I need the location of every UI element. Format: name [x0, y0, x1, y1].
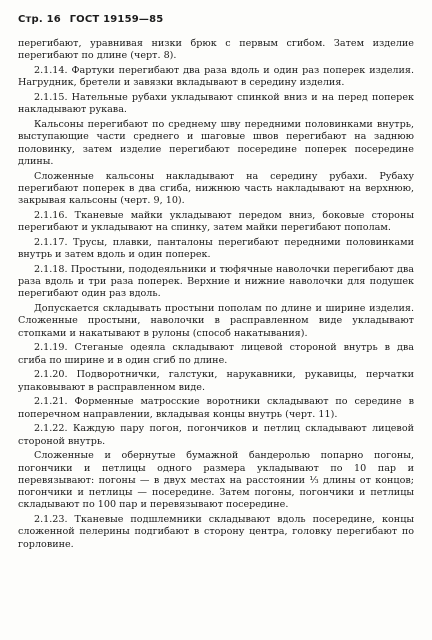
- paragraph: Сложенные кальсоны накладывают на середину рубахи. Рубаху перегибают поперек в два сгиба, нижнюю часть накладывают на верхнюю, закрывая кальсоны (черт. 9, 10).: [18, 170, 414, 207]
- paragraph: 2.1.20. Подворотнички, галстуки, нарукавники, рукавицы, перчатки упаковывают в расправленном виде.: [18, 369, 414, 393]
- paragraph: 2.1.22. Каждую пару погон, погончиков и петлиц складывают лицевой стороной внутрь.: [18, 423, 414, 447]
- paragraph: 2.1.14. Фартуки перегибают два раза вдоль и один раз поперек изделия. Нагрудник, бретели и завязки вкладывают в середину изделия.: [18, 64, 414, 89]
- paragraph: Допускается складывать простыни пополам по длине и ширине изделия. Сложенные простыни, наволочки в расправленном виде укладывают стопками и накатывают в рулоны (способ накатывания).: [18, 303, 414, 339]
- paragraph: 2.1.16. Тканевые майки укладывают передом вниз, боковые стороны перегибают и укладывают на спинку, затем майки перегибают пополам.: [18, 209, 414, 234]
- page-number-label: Стр. 16: [18, 14, 61, 25]
- paragraph: 2.1.17. Трусы, плавки, панталоны перегибают передними половинками внутрь и затем вдоль и один поперек.: [18, 236, 414, 261]
- paragraph: 2.1.15. Нательные рубахи укладывают спинкой вниз и на перед поперек накладывают рукава.: [18, 91, 414, 116]
- paragraph: Кальсоны перегибают по среднему шву передними половинками внутрь, выступающие части среднего и шаговые швов перегибают на заднюю половинку, затем изделие перегибают посередине поперек посередине длины.: [18, 118, 414, 167]
- paragraph: 2.1.21. Форменные матросские воротники складывают по середине в поперечном направлении, вкладывая концы внутрь (черт. 11).: [18, 396, 414, 420]
- paragraph: 2.1.23. Тканевые подшлемники складывают вдоль посередине, концы сложенной пелерины подгибают в сторону центра, головку перегибают по горловине.: [18, 514, 414, 550]
- page-header: [18, 14, 168, 25]
- paragraph: 2.1.18. Простыни, пододеяльники и тюфячные наволочки перегибают два раза вдоль и три раза поперек. Верхние и нижние наволочки для подушек перегибают один раз вдоль.: [18, 263, 414, 300]
- paragraph: Сложенные и обернутые бумажной бандеролью попарно погоны, погончики и петлицы одного размера укладывают по 10 пар и перевязывают: погоны — в двух местах на расстоянии ⅓ длины от концов; погончики и петлицы — посередине. Затем погоны, погончики и петлицы складывают по 100 пар и перевязывают посередине.: [18, 450, 414, 511]
- document-body: [18, 38, 414, 553]
- paragraph: 2.1.19. Стеганые одеяла складывают лицевой стороной внутрь в два сгиба по ширине и в один сгиб по длине.: [18, 342, 414, 366]
- paragraph: перегибают, уравнивая низки брюк с первым сгибом. Затем изделие перегибают по длине (черт. 8).: [18, 38, 414, 62]
- standard-code: ГОСТ 19159—85: [69, 14, 164, 25]
